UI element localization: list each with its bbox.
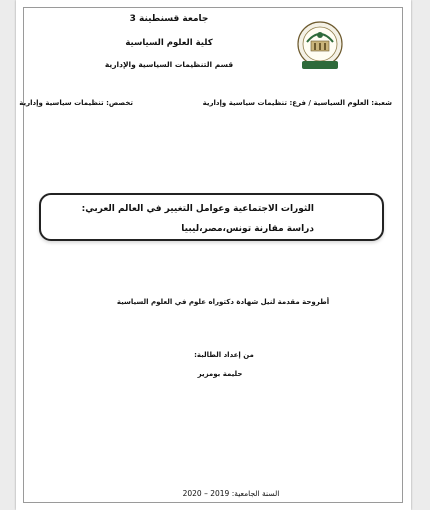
university-name: جامعة قسنطينة 3 (129, 14, 209, 24)
thesis-title-line1: الثورات الاجتماعية وعوامل التغيير في العالم العربي: (81, 204, 314, 214)
author-label: من إعداد الطالبة: (194, 351, 254, 359)
thesis-description: أطروحة مقدمة لنيل شهادة دكتوراه علوم في العلوم السياسية (116, 298, 330, 306)
thesis-title-line2: دراسة مقارنة تونس،مصر،ليبيا (181, 224, 314, 234)
specialty-info: تخصص: تنظيمات سياسية وإدارية (19, 99, 133, 107)
department-name: قسم التنظيمات السياسية والإدارية (104, 60, 234, 69)
academic-year: السنة الجامعية: 2019 – 2020 (182, 489, 280, 498)
page-border (23, 7, 403, 503)
university-logo (294, 20, 346, 72)
faculty-name: كلية العلوم السياسية (125, 38, 213, 48)
document-page (16, 0, 411, 510)
author-name: حليمة بومزير (197, 370, 243, 378)
branch-info: شعبة: العلوم السياسية / فرع: تنظيمات سياسية وإدارية (202, 99, 392, 107)
